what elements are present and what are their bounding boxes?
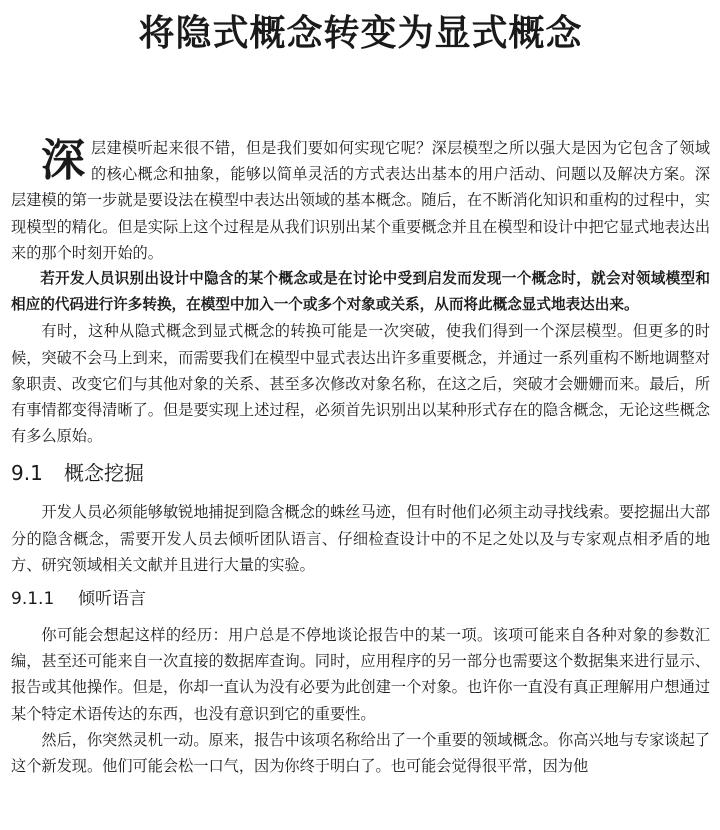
intro-paragraph-1-text: 层建模听起来很不错，但是我们要如何实现它呢？深层模型之所以强大是因为它包含了领域的核心概念和抽象，能够以简单灵活的方式表达出基本的用户活动、问题以及解决方案。深层建模的第一步就是要设法在模型中表达出领域的基本概念。随后，在不断消化知识和重构的过程中，实现模型的精化。但是实际上这个过程是从我们识别出某个重要概念并且在模型和设计中把它显式地表达出来的那个时刻开始的。 (11, 139, 710, 262)
section-9-1-paragraph-1: 开发人员必须能够敏锐地捕捉到隐含概念的蛛丝马迹，但有时他们必须主动寻找线索。要挖掘出大部分的隐含概念，需要开发人员去倾听团队语言、仔细检查设计中的不足之处以及与专家观点相矛盾的地方、研究领域相关文献并且进行大量的实验。 (11, 503, 710, 574)
book-page (11, 0, 710, 779)
intro-paragraph-3: 有时，这种从隐式概念到显式概念的转换可能是一次突破，使我们得到一个深层模型。但更多的时候，突破不会马上到来，而需要我们在模型中显式表达出许多重要概念，并通过一系列重构不断地调整对象职责、改变它们与其他对象的关系、甚至多次修改对象名称，在这之后，突破才会姗姗而来。最后，所有事情都变得清晰了。但是要实现上述过程，必须首先识别出以某种形式存在的隐含概念，无论这些概念有多么原始。 (11, 322, 710, 446)
drop-cap: 深 (41, 135, 85, 186)
intro-paragraph-1 (11, 135, 710, 266)
subsection-heading-9-1-1 (11, 586, 710, 612)
chapter-intro (11, 135, 710, 449)
section-9-1-1-paragraph-2: 然后，你突然灵机一动。原来，报告中该项名称给出了一个重要的领域概念。你高兴地与专家谈起了这个新发现。他们可能会松一口气，因为你终于明白了。也可能会觉得很平常，因为他 (11, 730, 710, 776)
chapter-title: 将隐式概念转变为显式概念 (138, 13, 583, 54)
section-number: 9.1 (11, 461, 43, 486)
subsection-number: 9.1.1 (11, 589, 55, 610)
section-heading-9-1 (11, 459, 710, 487)
intro-paragraph-2-emphasis: 若开发人员识别出设计中隐含的某个概念或是在讨论中受到启发而发现一个概念时，就会对领域模型和相应的代码进行许多转换，在模型中加入一个或多个对象或关系，从而将此概念显式地表达出来。 (11, 270, 710, 314)
subsection-title: 倾听语言 (78, 589, 146, 610)
section-9-1-1-paragraph-1: 你可能会想起这样的经历：用户总是不停地谈论报告中的某一项。该项可能来自各种对象的参数汇编，甚至还可能来自一次直接的数据库查询。同时，应用程序的另一部分也需要这个数据集来进行显示、报告或其他操作。但是，你却一直认为没有必要为此创建一个对象。也许你一直没有真正理解用户想通过某个特定术语传达的东西，也没有意识到它的重要性。 (11, 626, 710, 723)
section-title: 概念挖掘 (64, 461, 144, 486)
